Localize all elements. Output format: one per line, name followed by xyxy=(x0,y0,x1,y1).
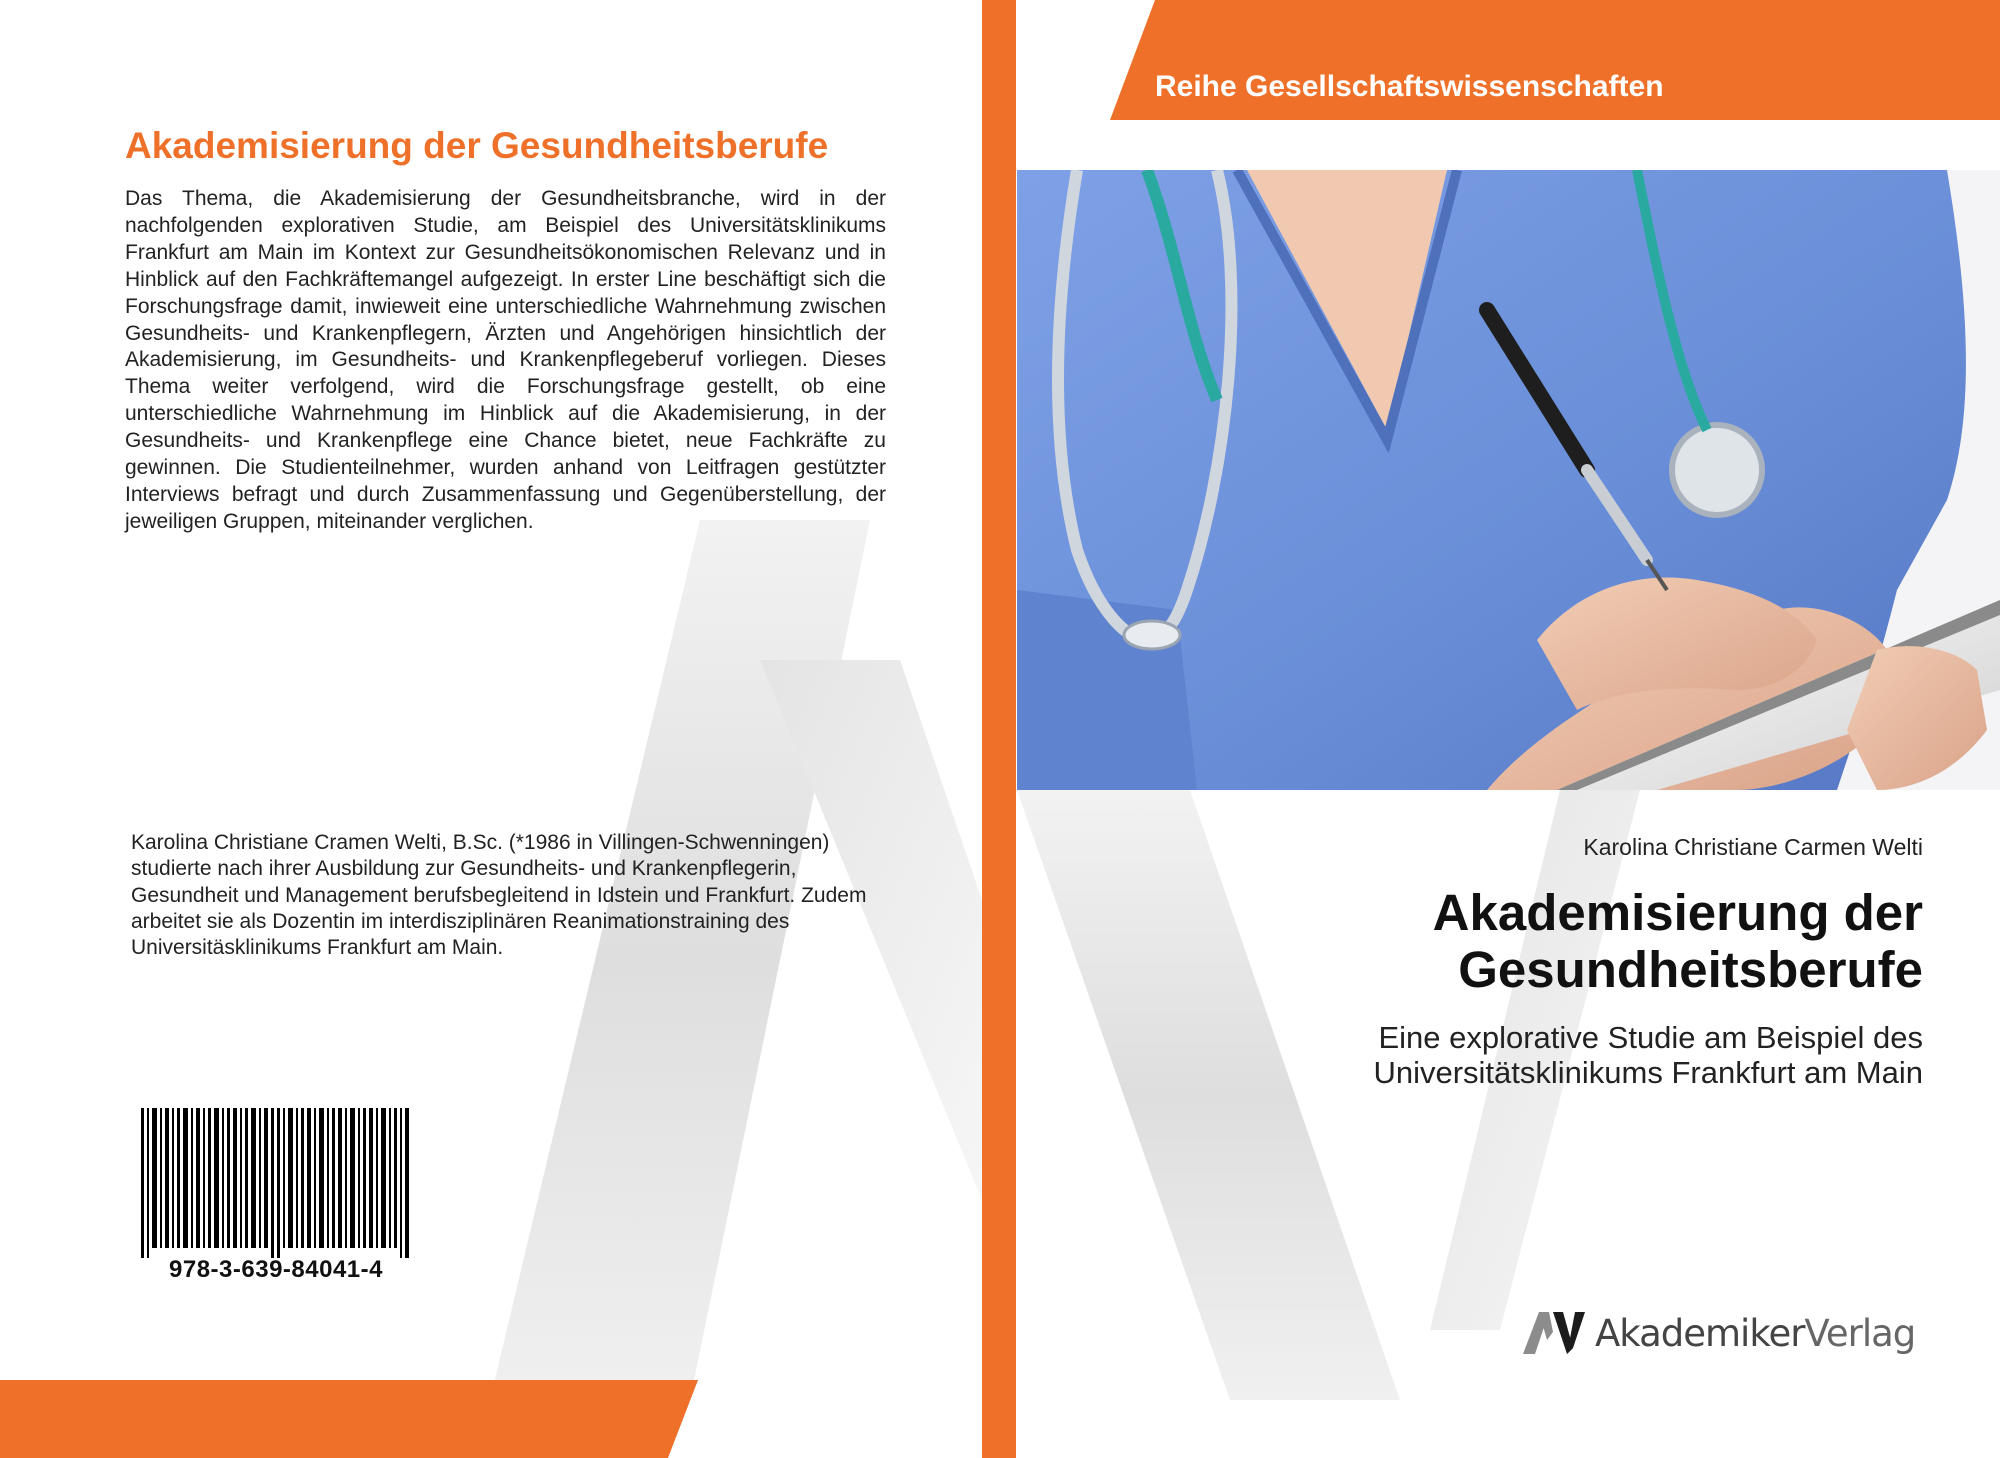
watermark-v-left xyxy=(1017,790,1400,1400)
spine xyxy=(982,0,1016,1458)
series-name: Reihe Gesellschaftswissenschaften xyxy=(1155,70,1664,103)
publisher-name-part1: Akademiker xyxy=(1595,1312,1805,1355)
front-title-line-1: Akademisierung der xyxy=(1432,884,1923,941)
back-cover-title: Akademisierung der Gesundheitsberufe xyxy=(125,125,829,166)
author-bio: Karolina Christiane Cramen Welti, B.Sc. (*1986 in Villingen-Schwenningen) studierte nach ihrer Ausbildung zur Gesundheits- und Krankenpflegerin, Gesundheit und Management berufsbegleitend in Idstein und Frankfurt. Zudem arbeitet sie als Dozentin im interdisziplinären Reanimationstraining des Universitäsklinikums Frankfurt am Main. xyxy=(131,831,867,960)
back-cover-blurb: Das Thema, die Akademisierung der Gesundheitsbranche, wird in der nachfolgenden explorativen Studie, am Beispiel des Universitätsklinikums Frankfurt am Main im Kontext zur Gesundheitsökonomischen Relevanz und in Hinblick auf den Fachkräftemangel aufgezeigt. In erster Line beschäftigt sich die Forschungsfrage damit, inwieweit eine unterschiedliche Wahrnehmung zwischen Gesundheits- und Krankenpflegern, Ärzten und Angehörigen hinsichtlich der Akademisierung, im Gesundheits- und Krankenpflegeberuf vorliegen. Dieses Thema weiter verfolgend, wird die Forschungsfrage gestellt, ob eine unterschiedliche Wahrnehmung im Hinblick auf die Akademisierung, in der Gesundheits- und Krankenpflege eine Chance bietet, neue Fachkräfte zu gewinnen. Die Studienteilnehmer, wurden anhand von Leitfragen gestützter Interviews befragt und durch Zusammenfassung und Gegenüberstellung, der jeweiligen Gruppen, miteinander verglichen. xyxy=(125,187,886,533)
isbn-barcode xyxy=(131,1100,421,1290)
publisher-name-part2: Verlag xyxy=(1804,1312,1916,1355)
publisher-name xyxy=(1595,1312,1915,1355)
av-logo-icon xyxy=(1523,1310,1585,1356)
front-subtitle xyxy=(1200,1020,1923,1090)
nurse-writing-photo xyxy=(1017,170,2000,790)
front-author: Karolina Christiane Carmen Welti xyxy=(1583,834,1923,860)
front-title xyxy=(1150,884,1923,998)
front-subtitle-line-1: Eine explorative Studie am Beispiel des xyxy=(1378,1020,1923,1055)
front-subtitle-line-2: Universitätsklinikums Frankfurt am Main xyxy=(1373,1055,1923,1090)
barcode-icon xyxy=(139,1108,413,1258)
front-title-line-2: Gesundheitsberufe xyxy=(1458,941,1923,998)
bottom-band xyxy=(0,1380,698,1458)
isbn-number: 978-3-639-84041-4 xyxy=(169,1256,383,1283)
